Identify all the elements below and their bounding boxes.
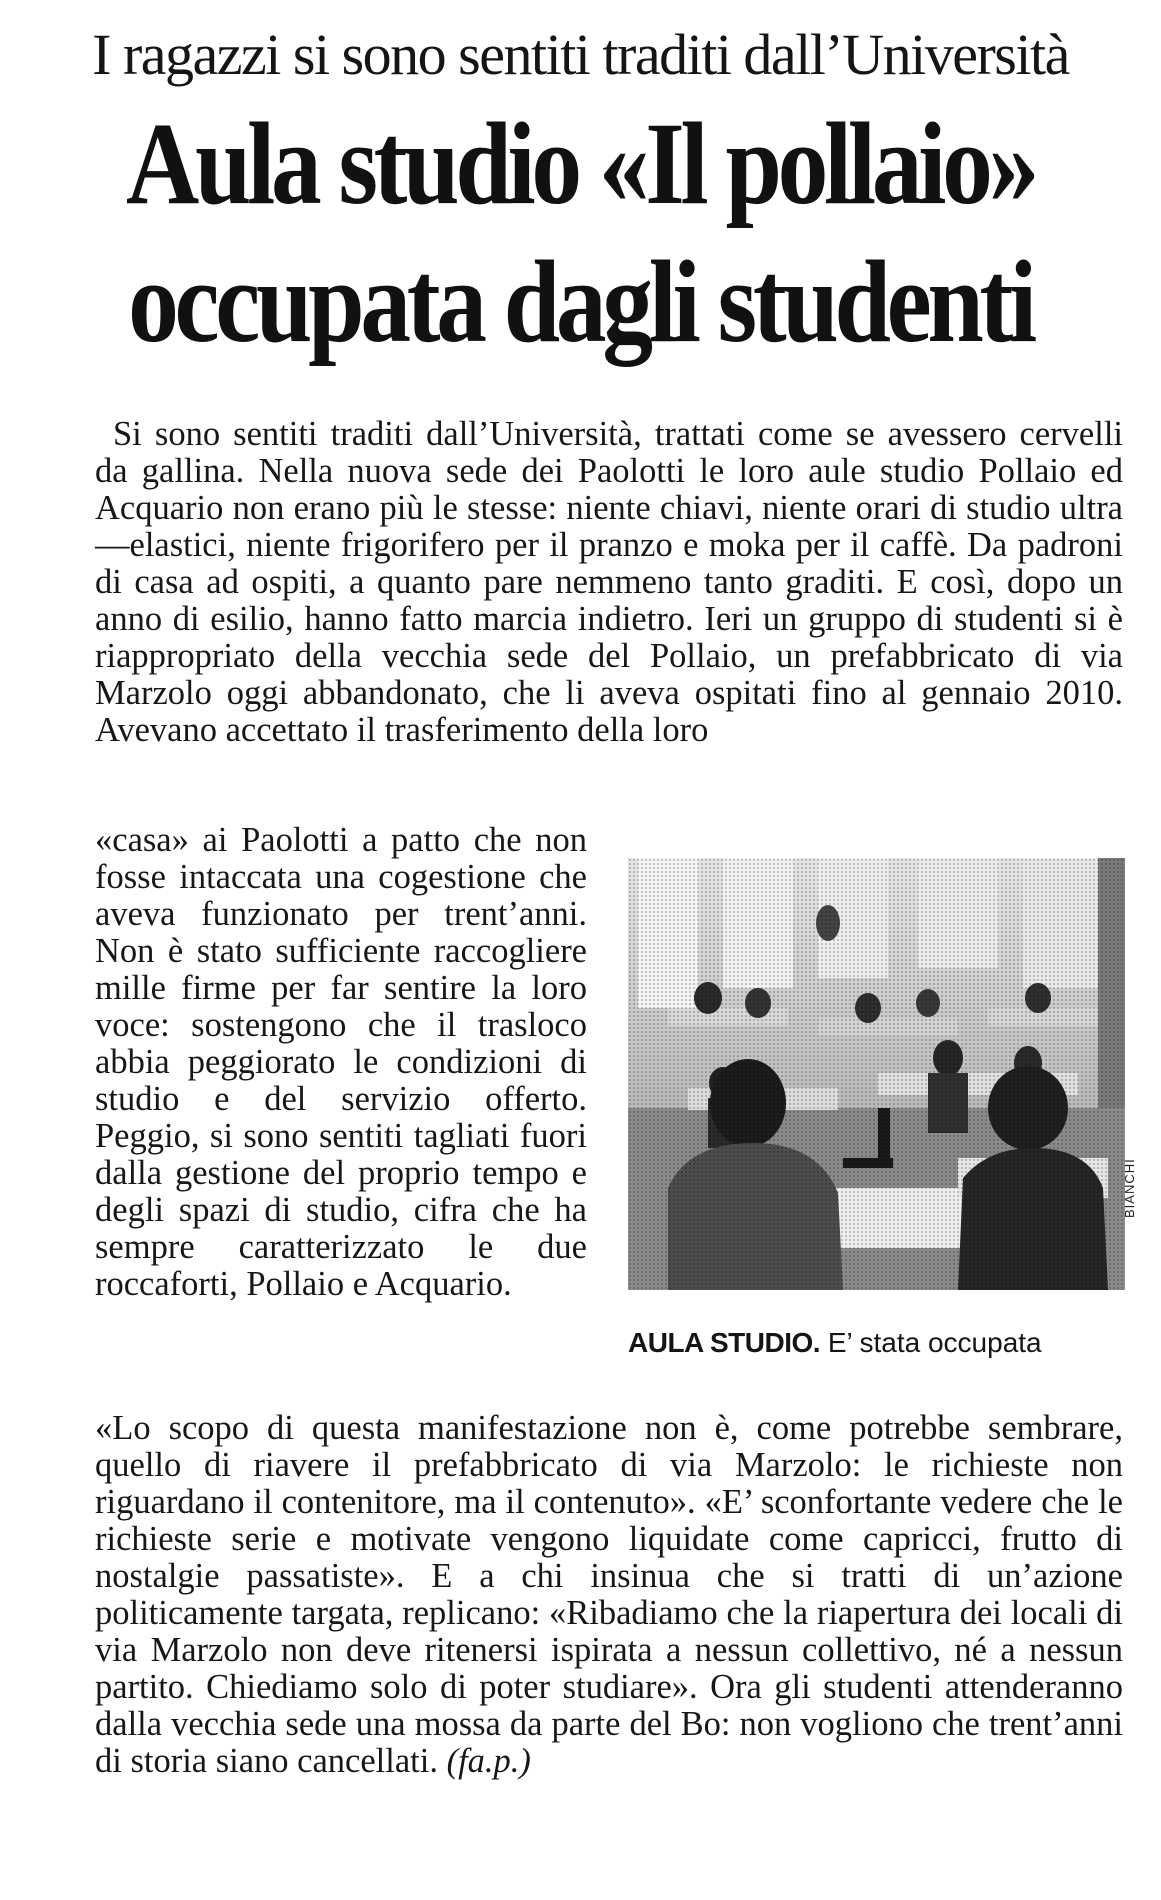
photo-credit: BIANCHI [1122,1158,1137,1218]
photo-caption [628,1327,1128,1359]
closing-text: «Lo scopo di questa manifestazione non è, come potrebbe sembrare, quello di riavere il prefabbricato di via Marzolo: le richieste non riguardano il contenitore, ma il contenuto». «E’ sconfortante vedere che le richieste serie e motivate vengono liquidate come capricci, frutto di nostalgie passatiste». E a chi insinua che si tratti di un’azione politicamente targata, replicano: «Ribadiamo che la riapertura dei locali di via Marzolo non deve ritenersi ispirata a nessun collettivo, né a nessun partito. Chiediamo solo di poter studiare». Ora gli studenti attenderanno dalla vecchia sede una mossa da parte del Bo: non vogliono che trent’anni di storia siano cancellati. [95,1409,1123,1780]
headline-line-2: occupata dagli studenti [128,236,1033,367]
article-headline [81,95,1079,371]
closing-paragraph [95,1410,1123,1780]
study-room-photo [628,858,1125,1290]
lead-paragraph: Si sono sentiti traditi dall’Università, trattati come se avessero cervelli da gallina. Nella nuova sede dei Paolotti le loro aule studio Pollaio ed Acquario non erano più le stesse: niente chiavi, niente orari di studio ultra—elastici, niente frigorifero per il pranzo e moka per il caffè. Da padroni di casa ad ospiti, a quanto pare nemmeno tanto graditi. E così, dopo un anno di esilio, hanno fatto marcia indietro. Ieri un gruppo di studenti si è riappropriato della vecchia sede del Pollaio, un prefabbricato di via Marzolo oggi abbandonato, che li aveva ospitati fino al gennaio 2010. Avevano accettato il trasferimento della loro [95,415,1123,749]
headline-line-1: Aula studio «Il pollaio» [125,98,1036,229]
author-byline: (fa.p.) [446,1742,531,1780]
article-kicker: I ragazzi si sono sentiti traditi dall’Università [92,22,1069,87]
left-column-text: «casa» ai Paolotti a patto che non fosse intaccata una cogestione che aveva funzionato per trent’anni. Non è stato sufficiente raccogliere mille firme per far sentire la loro voce: sostengono che il trasloco abbia peggiorato le condizioni di studio e del servizio offerto. Peggio, si sono sentiti tagliati fuori dalla gestione del proprio tempo e degli spazi di studio, cifra che ha sempre caratterizzato le due roccaforti, Pollaio e Acquario. [95,821,587,1303]
caption-label: AULA STUDIO. [628,1327,821,1358]
caption-text: E’ stata occupata [827,1327,1042,1358]
